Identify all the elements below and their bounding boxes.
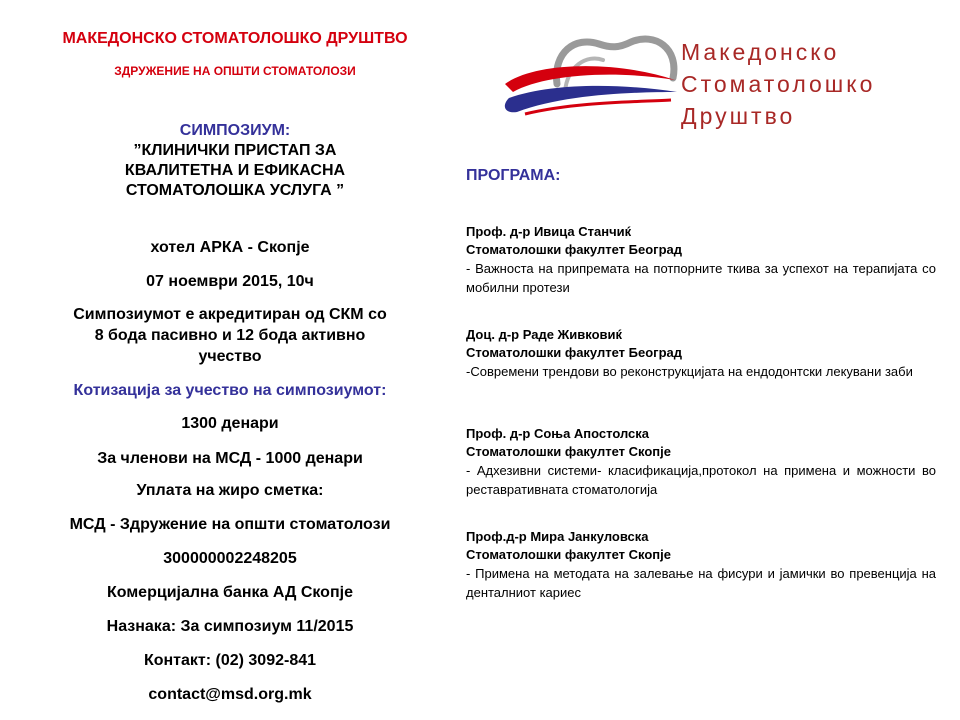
venue: хотел АРКА - Скопје: [150, 239, 310, 256]
lecture-speaker: Доц. д-р Раде Живковиќ: [466, 327, 623, 342]
lecture-speaker: Проф.д-р Мира Јанкуловска: [466, 529, 649, 544]
symposium-title-line: СТОМАТОЛОШКА УСЛУГА ”: [125, 182, 345, 199]
symposium-label: СИМПОЗИУМ:: [179, 122, 291, 139]
bank-name: Комерцијална банка АД Скопје: [107, 584, 353, 601]
lecture-faculty: Стоматолошки факултет Београд: [466, 242, 682, 257]
lecture-topic: - Адхезивни системи- класификација,протокол на примена и можности во реставративната стоматологија: [466, 463, 936, 497]
lecture-speaker: Проф. д-р Соња Апостолска: [466, 426, 650, 441]
society-logo: [495, 22, 927, 138]
logo-line: Друштво: [681, 103, 796, 129]
lecture-topic: - Важноста на припремата на потпорните ткива за успехот на терапијата со мобилни протези: [466, 261, 936, 295]
symposium-title: [20, 141, 450, 201]
lecture-item: [466, 425, 936, 499]
lecture-item: [466, 223, 936, 297]
account-name: МСД - Здружение на општи стоматолози: [69, 516, 391, 533]
accreditation-line: 8 бода пасивно и 12 бода активно: [94, 327, 366, 344]
lecture-item: [466, 326, 936, 381]
logo-line: Македонско: [681, 39, 840, 65]
account-number: 300000002248205: [163, 550, 297, 567]
contact-email[interactable]: contact@msd.org.mk: [148, 686, 312, 703]
payment-reference: Назнака: За симпозиум 11/2015: [106, 618, 354, 635]
lecture-topic: - Примена на методата на залевање на фисури и јамички во превенција на денталниот кариес: [466, 566, 936, 600]
lecture-faculty: Стоматолошки факултет Скопје: [466, 547, 672, 562]
accreditation: [10, 304, 450, 367]
lecture-item: [466, 528, 936, 602]
lecture-speaker: Проф. д-р Ивица Станчиќ: [466, 224, 632, 239]
org-name: МАКЕДОНСКО СТОМАТОЛОШКО ДРУШТВО: [62, 30, 408, 47]
logo-wordmark: [681, 36, 875, 132]
payment-label: Уплата на жиро сметка:: [136, 482, 324, 499]
contact-phone: Контакт: (02) 3092-841: [143, 652, 317, 669]
lecture-faculty: Стоматолошки факултет Београд: [466, 345, 682, 360]
tooth-swoosh-logo-icon: [495, 22, 685, 138]
accreditation-line: Симпозиумот е акредитиран од СКМ со: [73, 306, 387, 323]
symposium-title-line: ”КЛИНИЧКИ ПРИСТАП ЗА: [133, 142, 337, 159]
lecture-topic: -Современи трендови во реконструкцијата на ендодонтски лекувани заби: [466, 364, 913, 379]
fee-label: Котизација за учество на симпозиумот:: [73, 382, 387, 399]
program-title: ПРОГРАМА:: [466, 167, 561, 184]
accreditation-line: учество: [198, 348, 262, 365]
symposium-title-line: КВАЛИТЕТНА И ЕФИКАСНА: [124, 162, 346, 179]
lecture-faculty: Стоматолошки факултет Скопје: [466, 444, 672, 459]
logo-line: Стоматолошко: [681, 71, 876, 97]
member-fee: За членови на МСД - 1000 денари: [97, 450, 363, 467]
event-date: 07 ноември 2015, 10ч: [146, 273, 314, 290]
association-name: ЗДРУЖЕНИЕ НА ОПШТИ СТОМАТОЛОЗИ: [114, 64, 356, 78]
fee: 1300 денари: [181, 415, 279, 432]
